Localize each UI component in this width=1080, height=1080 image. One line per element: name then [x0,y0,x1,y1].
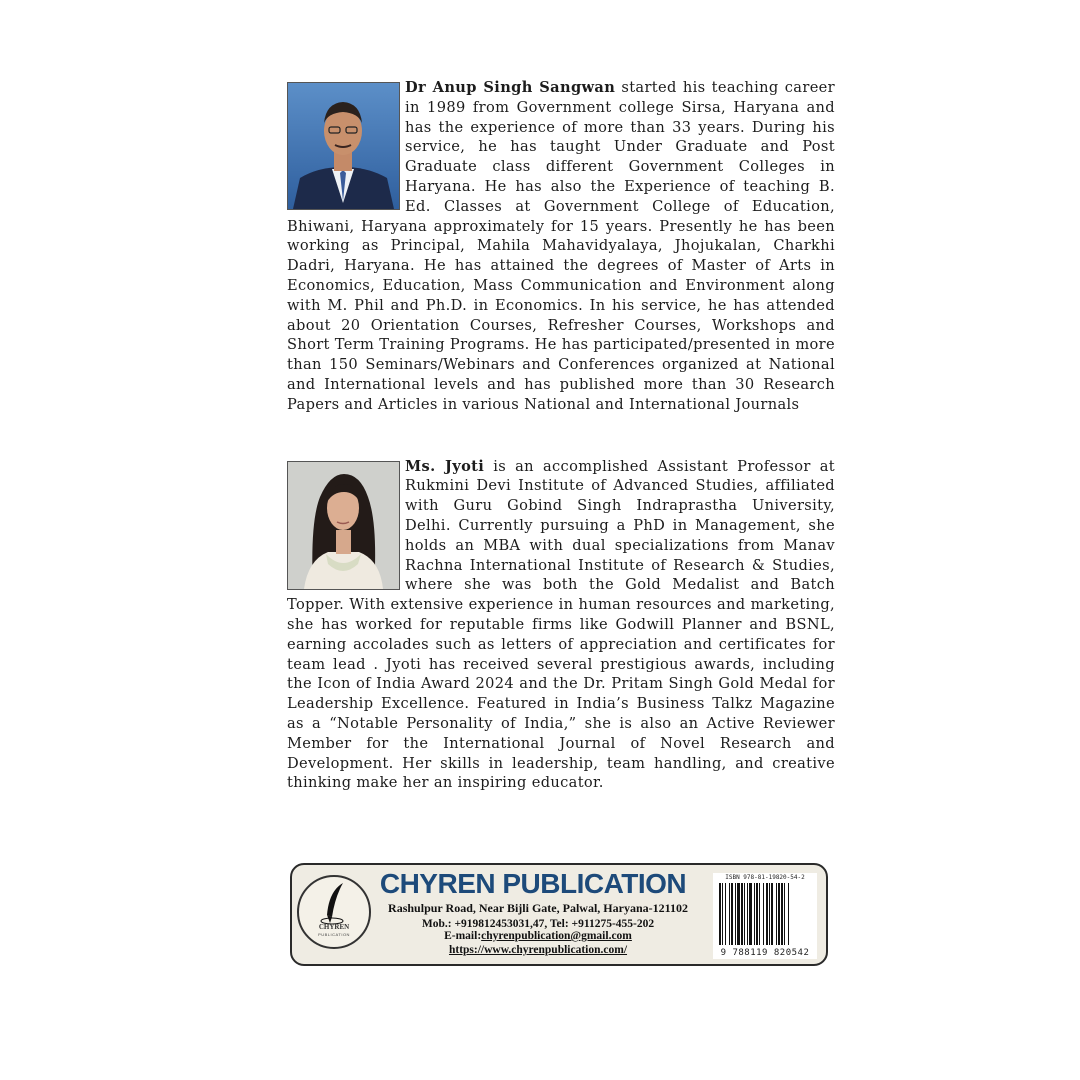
isbn-number: ISBN 978-81-19820-54-2 [725,874,805,881]
publisher-address: Rashulpur Road, Near Bijli Gate, Palwal, Haryana-121102 [388,901,688,915]
publisher-logo [297,875,371,949]
publisher-website[interactable]: https://www.chyrenpublication.com/ [448,944,628,956]
back-cover-content [287,78,835,793]
publisher-email-line [368,930,708,942]
author-photo-jyoti [287,461,400,590]
publisher-title: CHYREN PUBLICATION [379,868,687,899]
author-name-anup: Dr Anup Singh Sangwan [405,79,616,96]
author-description-jyoti: is an accomplished Assistant Professor at Rukmini Devi Institute of Advanced Studies, affiliated with Guru Gobind Singh Indraprastha University, Delhi. Currently pursuing a PhD in Management, she holds an MBA with dual specializations from Manav Rachna International Institute of Research & Studies, where she was both the Gold Medalist and Batch Topper. With extensive experience in human resources and marketing, she has worked for reputable firms like Godwill Planner and BSNL, earning accolades such as letters of appreciation and certificates for team lead . Jyoti has received several prestigious awards, including the Icon of India Award 2024 and the Dr. Pritam Singh Gold Medal for Leadership Excellence. Featured in India’s Business Talkz Magazine as a “Notable Personality of India,” she is also an Active Reviewer Member for the International Journal of Novel Research and Development. Her skills in leadership, team handling, and creative thinking make her an inspiring educator. [287,457,835,792]
isbn-barcode [713,873,817,959]
author-bio-jyoti [287,457,835,794]
publisher-logo-subtext: PUBLICATION [318,932,350,937]
publisher-phone: Mob.: +919812453031,47, Tel: +911275-455-202 [421,918,655,930]
publisher-banner [290,863,828,966]
author-description-anup: started his teaching career in 1989 from Government college Sirsa, Haryana and has the experience of more than 33 years. During his service, he has taught Under Graduate and Post Graduate class different Government Colleges in Haryana. He has also the Experience of teaching B. Ed. Classes at Government College of Education, Bhiwani, Haryana approximately for 15 years. Presently he has been working as Principal, Mahila Mahavidyalaya, Jhojukalan, Charkhi Dadri, Haryana. He has attained the degrees of Master of Arts in Economics, Education, Mass Communication and Environment along with M. Phil and Ph.D. in Economics. In his service, he has attended about 20 Orientation Courses, Refresher Courses, Workshops and Short Term Training Programs. He has participated/presented in more than 150 Seminars/Webinars and Conferences organized at National and International levels and has published more than 30 Research Papers and Articles in various National and International Journals [287,79,835,413]
author-name-jyoti: Ms. Jyoti [405,457,485,475]
barcode-icon [719,883,811,945]
publisher-logo-text: CHYREN [318,923,350,931]
author-photo-anup [287,82,400,210]
email-label: E-mail: [444,930,482,942]
barcode-digits: 9 788119 820542 [720,948,810,958]
author-bio-anup [287,78,835,415]
publisher-email[interactable]: chyrenpublication@gmail.com [481,930,632,942]
